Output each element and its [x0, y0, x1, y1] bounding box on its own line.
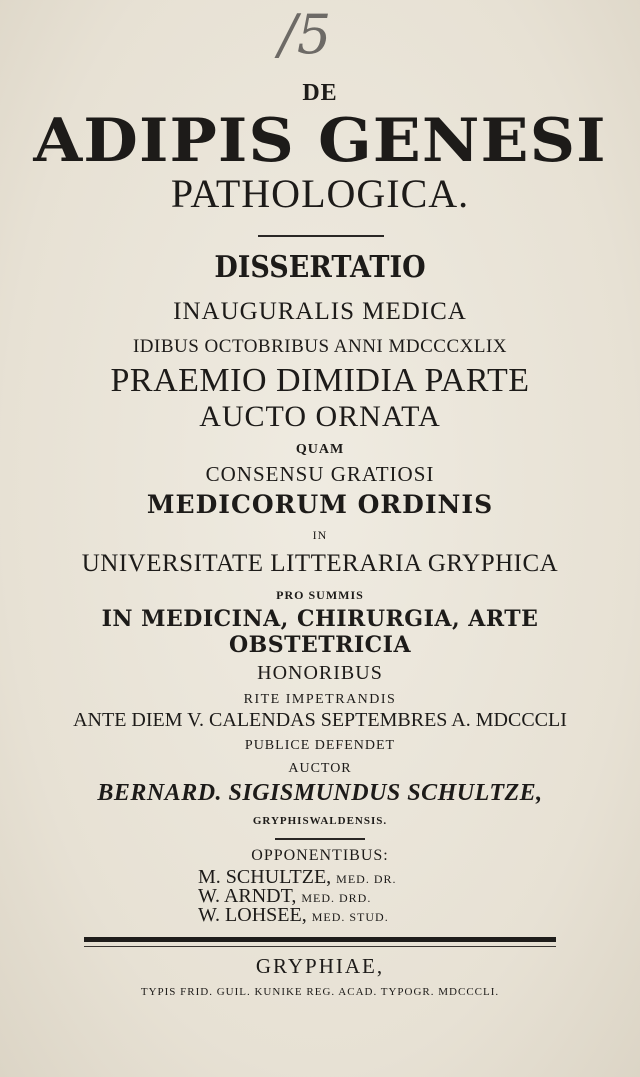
main-title: ADIPIS GENESI — [33, 106, 607, 176]
opponents-heading: OPPONENTIBUS: — [251, 847, 389, 864]
obstetricia-line: OBSTETRICIA — [228, 632, 412, 658]
rite-line: RITE IMPETRANDIS — [243, 692, 397, 707]
imprint-city: GRYPHIAE, — [255, 954, 385, 978]
consensu-line: CONSENSU GRATIOSI — [205, 462, 435, 486]
honoribus-line: HONORIBUS — [257, 662, 383, 684]
opponent-degree: MED. DRD. — [301, 891, 372, 905]
auctor-line: AUCTOR — [288, 761, 352, 776]
idibus-line: IDIBUS OCTOBRIBUS ANNI MDCCCXLIX — [132, 336, 508, 357]
double-rule-thin — [84, 946, 556, 947]
opponent-degree: MED. DR. — [336, 872, 397, 886]
praemio-line: PRAEMIO DIMIDIA PARTE — [110, 362, 530, 399]
author-origin: GRYPHISWALDENSIS. — [252, 815, 388, 827]
author-name: BERNARD. SIGISMUNDUS SCHULTZE, — [97, 780, 543, 806]
quam-line: QUAM — [295, 442, 345, 457]
ante-diem-line: ANTE DIEM V. CALENDAS SEPTEMBRES A. MDCCCLI — [73, 709, 567, 731]
publice-line: PUBLICE DEFENDET — [244, 738, 396, 753]
opponent-name: W. LOHSEE, — [198, 904, 307, 926]
pro-summis-line: PRO SUMMIS — [276, 588, 364, 602]
in-medicina-line: IN MEDICINA, CHIRURGIA, ARTE — [101, 606, 539, 632]
handwritten-shelfmark: /5 — [278, 3, 332, 66]
in-line: IN — [312, 528, 328, 542]
medicorum-line: MEDICORUM ORDINIS — [146, 490, 494, 519]
opponent-item — [198, 904, 538, 927]
opponent-name: W. ARNDT, — [198, 885, 297, 907]
universitate-line: UNIVERSITATE LITTERARIA GRYPHICA — [81, 550, 559, 577]
dissertatio-heading: DISSERTATIO — [214, 250, 426, 285]
aucto-line: AUCTO ORNATA — [199, 400, 441, 433]
title-de: DE — [302, 80, 338, 106]
double-rule-thick — [84, 937, 556, 942]
inauguralis-line: INAUGURALIS MEDICA — [173, 298, 467, 325]
subtitle: PATHOLOGICA. — [170, 171, 470, 216]
divider-rule-short — [275, 838, 365, 840]
imprint-printer: TYPIS FRID. GUIL. KUNIKE REG. ACAD. TYPOGR. MDCCCLI. — [140, 986, 500, 998]
opponent-degree: MED. STUD. — [311, 910, 389, 924]
divider-rule — [258, 235, 384, 237]
opponent-name: M. SCHULTZE, — [198, 866, 332, 888]
